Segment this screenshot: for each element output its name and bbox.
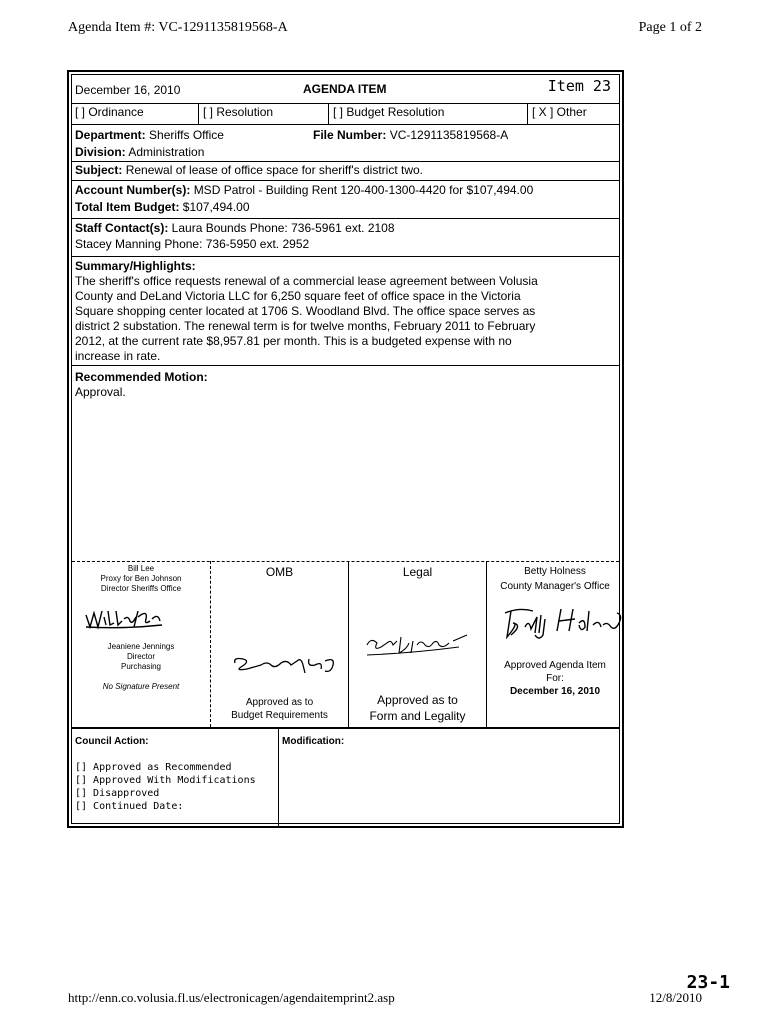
council-option-continued: [] Continued Date: — [75, 801, 184, 812]
signature-omb — [231, 653, 341, 675]
department-label: Department: — [75, 128, 146, 142]
signature-legal — [363, 633, 473, 657]
form-title: AGENDA ITEM — [303, 82, 387, 96]
staff-label: Staff Contact(s): — [75, 221, 169, 235]
division-label: Division: — [75, 145, 126, 159]
item-number: Item 23 — [547, 77, 611, 95]
legal-approved-line1: Approved as to — [377, 693, 458, 707]
budget-value: $107,494.00 — [182, 200, 250, 214]
signer-name: Bill Lee — [127, 564, 155, 573]
signature-col-county-manager — [487, 561, 623, 727]
item-type-row — [72, 103, 619, 125]
omb-approved-line2: Budget Requirements — [231, 710, 328, 721]
manager-approved-line1: Approved Agenda Item — [504, 660, 606, 671]
department-value: Sheriffs Office — [149, 128, 224, 142]
signer-title: Director Sheriffs Office — [100, 584, 182, 593]
type-other: [ X ] Other — [532, 105, 587, 119]
modification-label: Modification: — [282, 736, 345, 747]
subject-label: Subject: — [75, 163, 123, 177]
agenda-form — [67, 70, 624, 828]
signature-betty-holness — [499, 605, 625, 641]
page-code: 23-1 — [686, 972, 730, 993]
omb-heading: OMB — [265, 565, 294, 579]
motion-label: Recommended Motion: — [75, 370, 208, 384]
header-page-number: Page 1 of 2 — [638, 20, 702, 35]
council-option-modifications: [] Approved With Modifications — [75, 775, 256, 786]
account-value: MSD Patrol - Building Rent 120-400-1300-4420 for $107,494.00 — [193, 183, 534, 197]
type-budget-resolution: [ ] Budget Resolution — [333, 105, 445, 119]
manager-approved-date: December 16, 2010 — [509, 686, 601, 697]
signer-proxy: Proxy for Ben Johnson — [100, 574, 182, 583]
purchasing-name: Jeaniene Jennings — [107, 642, 175, 651]
type-resolution: [ ] Resolution — [203, 105, 274, 119]
manager-name: Betty Holness — [524, 566, 586, 577]
department-row — [72, 125, 619, 162]
staff-contact-1: Laura Bounds Phone: 736-5961 ext. 2108 — [171, 221, 395, 235]
footer-date: 12/8/2010 — [649, 990, 702, 1005]
purchasing-title: Director — [126, 652, 155, 661]
summary-row — [72, 257, 619, 365]
motion-value: Approval. — [75, 385, 126, 399]
council-option-disapproved: [] Disapproved — [75, 788, 160, 799]
summary-line: The sheriff's office requests renewal of a commercial lease agreement between Volusia — [75, 274, 538, 288]
summary-line: increase in rate. — [75, 349, 161, 363]
summary-line: district 2 substation. The renewal term is for twelve months, February 2011 to February — [75, 319, 536, 333]
subject-value: Renewal of lease of office space for sheriff's district two. — [125, 163, 424, 177]
header-agenda-item: Agenda Item #: VC-1291135819568-A — [68, 20, 288, 35]
footer-url: http://enn.co.volusia.fl.us/electronicagen/agendaitemprint2.asp — [68, 990, 395, 1005]
legal-approved-line2: Form and Legality — [369, 709, 466, 723]
summary-line: 2012, at the current rate $8,957.81 per month. This is a budgeted expense with no — [75, 334, 512, 348]
manager-office: County Manager's Office — [500, 581, 610, 592]
manager-approved-line2: For: — [546, 673, 564, 684]
form-date: December 16, 2010 — [75, 83, 181, 97]
council-action-row — [72, 728, 619, 828]
account-label: Account Number(s): — [75, 183, 191, 197]
signature-row — [72, 561, 619, 729]
recommended-motion-row — [72, 365, 619, 562]
signature-bill-lee — [84, 607, 164, 631]
staff-contact-2: Stacey Manning Phone: 736-5950 ext. 2952 — [75, 237, 310, 251]
no-signature-note: No Signature Present — [102, 682, 180, 691]
omb-approved-line1: Approved as to — [245, 697, 314, 708]
staff-contacts-row — [72, 219, 619, 257]
summary-line: County and DeLand Victoria LLC for 6,250 square feet of office space in the Victoria — [75, 289, 521, 303]
council-action-label: Council Action: — [75, 736, 149, 747]
file-number-label: File Number: — [313, 128, 387, 142]
form-title-row — [72, 75, 619, 104]
budget-label: Total Item Budget: — [75, 200, 180, 214]
type-ordinance: [ ] Ordinance — [75, 105, 144, 119]
file-number-value: VC-1291135819568-A — [389, 128, 509, 142]
signature-col-sheriff — [72, 561, 210, 727]
signature-col-omb — [211, 561, 348, 727]
account-row — [72, 181, 619, 219]
council-option-recommended: [] Approved as Recommended — [75, 762, 232, 773]
purchasing-dept: Purchasing — [120, 662, 162, 671]
summary-line: Square shopping center located at 1706 S. Woodland Blvd. The office space serves as — [75, 304, 536, 318]
summary-label: Summary/Highlights: — [75, 259, 196, 273]
subject-row — [72, 162, 619, 181]
signature-col-legal — [349, 561, 486, 727]
division-value: Administration — [128, 145, 205, 159]
legal-heading: Legal — [402, 565, 433, 579]
